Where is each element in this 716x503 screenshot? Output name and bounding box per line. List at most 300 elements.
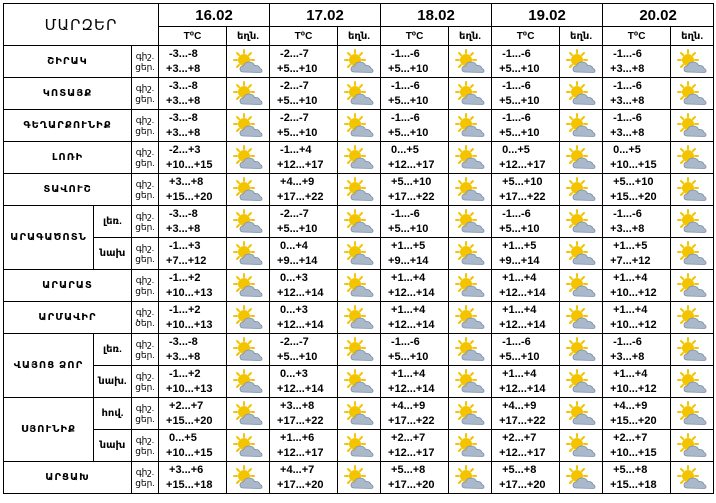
- day-label: ցեր.: [135, 445, 155, 456]
- day-temp: +3...+8: [610, 62, 645, 75]
- day-temp: +5...+10: [388, 62, 429, 75]
- temperature-cell: [381, 142, 449, 174]
- partly-cloudy-icon: [338, 433, 380, 459]
- temperature-cell: [492, 302, 560, 334]
- forecast-table: [3, 3, 714, 494]
- temperature-cell: [603, 78, 671, 110]
- subregion-name: լեռ.: [94, 334, 132, 366]
- partly-cloudy-icon: [338, 49, 380, 75]
- table-row: [4, 270, 714, 302]
- weather-cell: [560, 206, 603, 238]
- day-part-labels: [132, 334, 159, 366]
- night-temp: 0...+5: [169, 431, 197, 444]
- day-label: ցեր.: [135, 381, 155, 392]
- day-temp: +15...+18: [610, 478, 657, 491]
- day-temp: +3...+8: [166, 350, 201, 363]
- temperature-cell: [270, 462, 338, 494]
- day-temp: +7...+12: [166, 254, 207, 267]
- night-temp: +1...+4: [613, 271, 648, 284]
- day-temp: +12...+14: [499, 318, 546, 331]
- region-name: ԼՈՌԻ: [4, 142, 132, 174]
- night-temp: +3...+8: [280, 399, 315, 412]
- day-temp: +10...+13: [166, 286, 213, 299]
- temperature-cell: [159, 270, 227, 302]
- temperature-cell: [270, 238, 338, 270]
- temperature-cell: [270, 46, 338, 78]
- night-temp: -1...-6: [502, 335, 531, 348]
- night-temp: +4...+9: [280, 175, 315, 188]
- night-label: գիշ.: [135, 274, 155, 285]
- night-temp: -1...-6: [391, 207, 420, 220]
- temperature-cell: [492, 366, 560, 398]
- day-temp: +5...+10: [277, 126, 318, 139]
- night-label: գիշ.: [135, 466, 155, 477]
- weather-cell: [449, 206, 492, 238]
- weather-cell: [449, 430, 492, 462]
- temperature-cell: [603, 398, 671, 430]
- temperature-cell: [270, 366, 338, 398]
- partly-cloudy-icon: [338, 81, 380, 107]
- table-body: [4, 46, 714, 494]
- table-row: [4, 206, 714, 238]
- weather-cell: [227, 302, 270, 334]
- day-part-labels: [132, 462, 159, 494]
- partly-cloudy-icon: [338, 337, 380, 363]
- temperature-cell: [492, 110, 560, 142]
- temperature-cell: [603, 334, 671, 366]
- day-part-labels: [132, 78, 159, 110]
- temp-col-header: T⁰C: [603, 27, 671, 46]
- day-temp: +12...+17: [499, 446, 546, 459]
- night-temp: +2...+7: [613, 431, 648, 444]
- day-label: ցեր.: [135, 349, 155, 360]
- night-temp: -1...-6: [391, 79, 420, 92]
- weather-cell: [227, 398, 270, 430]
- weather-cell: [227, 46, 270, 78]
- day-temp: +5...+10: [277, 94, 318, 107]
- subregion-name: նախ: [94, 238, 132, 270]
- partly-cloudy-icon: [560, 49, 602, 75]
- night-label: գիշ.: [135, 338, 155, 349]
- region-name: ՎԱՅՈՑ ՁՈՐ: [4, 334, 94, 398]
- temp-col-header: T⁰C: [381, 27, 449, 46]
- temperature-cell: [159, 430, 227, 462]
- day-temp: +5...+10: [499, 126, 540, 139]
- partly-cloudy-icon: [671, 273, 713, 299]
- temperature-cell: [492, 142, 560, 174]
- temperature-cell: [270, 206, 338, 238]
- day-label: ցեր.: [135, 253, 155, 264]
- temperature-cell: [603, 270, 671, 302]
- night-temp: +1...+4: [391, 303, 426, 316]
- temperature-cell: [381, 174, 449, 206]
- day-label: ցեր.: [135, 189, 155, 200]
- partly-cloudy-icon: [338, 241, 380, 267]
- weather-cell: [227, 366, 270, 398]
- night-temp: +1...+5: [502, 239, 537, 252]
- day-label: ցեր.: [135, 477, 155, 488]
- night-temp: -1...-6: [613, 335, 642, 348]
- temperature-cell: [381, 110, 449, 142]
- weather-cell: [560, 398, 603, 430]
- day-temp: +10...+13: [166, 318, 213, 331]
- weather-cell: [671, 110, 714, 142]
- partly-cloudy-icon: [227, 81, 269, 107]
- day-label: ցեր.: [135, 125, 155, 136]
- weather-cell: [449, 78, 492, 110]
- partly-cloudy-icon: [560, 337, 602, 363]
- day-temp: +3...+8: [610, 350, 645, 363]
- night-temp: -1...-6: [613, 207, 642, 220]
- night-label: գիշ.: [135, 210, 155, 221]
- partly-cloudy-icon: [449, 465, 491, 491]
- date-header-5: 20.02: [603, 4, 714, 27]
- day-temp: +3...+8: [166, 94, 201, 107]
- temperature-cell: [270, 270, 338, 302]
- partly-cloudy-icon: [560, 305, 602, 331]
- table-row: [4, 462, 714, 494]
- temperature-cell: [159, 398, 227, 430]
- day-temp: +9...+14: [277, 254, 318, 267]
- night-temp: 0...+5: [502, 143, 530, 156]
- day-temp: +12...+14: [277, 318, 324, 331]
- weather-cell: [227, 110, 270, 142]
- night-temp: +5...+8: [613, 463, 648, 476]
- day-temp: +5...+10: [277, 350, 318, 363]
- weather-cell: [227, 238, 270, 270]
- weather-cell: [338, 430, 381, 462]
- partly-cloudy-icon: [449, 49, 491, 75]
- day-temp: +15...+18: [166, 478, 213, 491]
- weather-col-header: եղն.: [227, 27, 270, 46]
- weather-cell: [338, 398, 381, 430]
- partly-cloudy-icon: [449, 241, 491, 267]
- weather-cell: [449, 174, 492, 206]
- day-temp: +10...+12: [610, 318, 657, 331]
- partly-cloudy-icon: [227, 145, 269, 171]
- temperature-cell: [381, 206, 449, 238]
- table-title: ՄԱՐԶԵՐ: [4, 4, 159, 46]
- weather-cell: [560, 366, 603, 398]
- day-temp: +5...+10: [277, 62, 318, 75]
- night-label: գիշ.: [135, 178, 155, 189]
- day-part-labels: [132, 270, 159, 302]
- day-temp: +17...+22: [277, 414, 324, 427]
- partly-cloudy-icon: [560, 273, 602, 299]
- partly-cloudy-icon: [338, 401, 380, 427]
- weather-col-header: եղն.: [338, 27, 381, 46]
- table-row: [4, 302, 714, 334]
- partly-cloudy-icon: [449, 81, 491, 107]
- temperature-cell: [270, 398, 338, 430]
- partly-cloudy-icon: [338, 177, 380, 203]
- weather-col-header: եղն.: [671, 27, 714, 46]
- day-temp: +10...+15: [610, 446, 657, 459]
- day-part-labels: [132, 110, 159, 142]
- partly-cloudy-icon: [227, 177, 269, 203]
- night-temp: +1...+5: [391, 239, 426, 252]
- weather-cell: [671, 46, 714, 78]
- day-label: ցեր.: [135, 93, 155, 104]
- table-row: [4, 334, 714, 366]
- weather-col-header: եղն.: [449, 27, 492, 46]
- partly-cloudy-icon: [560, 401, 602, 427]
- night-temp: 0...+3: [280, 367, 308, 380]
- subregion-name: նախ: [94, 430, 132, 462]
- temperature-cell: [270, 174, 338, 206]
- weather-cell: [227, 206, 270, 238]
- night-temp: -2...-7: [280, 111, 309, 124]
- day-label: ծեր.: [135, 317, 155, 328]
- day-temp: +3...+8: [166, 62, 201, 75]
- temperature-cell: [492, 462, 560, 494]
- night-temp: +1...+4: [502, 303, 537, 316]
- night-temp: -1...-6: [502, 111, 531, 124]
- partly-cloudy-icon: [338, 369, 380, 395]
- night-temp: +5...+10: [613, 175, 654, 188]
- partly-cloudy-icon: [671, 305, 713, 331]
- partly-cloudy-icon: [560, 369, 602, 395]
- region-name: ԱՐՄԱՎԻՐ: [4, 302, 132, 334]
- day-temp: +12...+14: [499, 286, 546, 299]
- region-name: ՇԻՐԱԿ: [4, 46, 132, 78]
- weather-cell: [671, 270, 714, 302]
- temperature-cell: [159, 302, 227, 334]
- day-temp: +15...+20: [610, 414, 657, 427]
- day-temp: +5...+10: [388, 350, 429, 363]
- weather-cell: [560, 430, 603, 462]
- weather-cell: [227, 142, 270, 174]
- partly-cloudy-icon: [671, 369, 713, 395]
- night-temp: +5...+8: [391, 463, 426, 476]
- table-row: [4, 142, 714, 174]
- weather-cell: [671, 366, 714, 398]
- day-label: ցեր.: [135, 221, 155, 232]
- temperature-cell: [603, 206, 671, 238]
- partly-cloudy-icon: [227, 465, 269, 491]
- night-temp: +1...+4: [613, 303, 648, 316]
- table-row: [4, 110, 714, 142]
- night-label: գիշ.: [135, 50, 155, 61]
- day-temp: +17...+22: [277, 190, 324, 203]
- partly-cloudy-icon: [671, 337, 713, 363]
- weather-cell: [227, 78, 270, 110]
- weather-cell: [338, 462, 381, 494]
- temperature-cell: [270, 430, 338, 462]
- temperature-cell: [381, 302, 449, 334]
- partly-cloudy-icon: [671, 113, 713, 139]
- partly-cloudy-icon: [227, 369, 269, 395]
- day-temp: +5...+10: [388, 126, 429, 139]
- night-temp: +1...+4: [613, 367, 648, 380]
- day-temp: +10...+12: [610, 286, 657, 299]
- weather-cell: [227, 334, 270, 366]
- day-temp: +12...+14: [388, 286, 435, 299]
- weather-cell: [560, 78, 603, 110]
- night-temp: -1...+2: [169, 367, 201, 380]
- weather-cell: [449, 110, 492, 142]
- night-label: գիշ.: [135, 306, 155, 317]
- day-temp: +12...+17: [277, 446, 324, 459]
- partly-cloudy-icon: [449, 209, 491, 235]
- weather-col-header: եղն.: [560, 27, 603, 46]
- night-temp: 0...+4: [280, 239, 308, 252]
- night-temp: -1...+2: [169, 303, 201, 316]
- night-temp: -2...+3: [169, 143, 201, 156]
- partly-cloudy-icon: [671, 433, 713, 459]
- day-part-labels: [132, 366, 159, 398]
- night-label: գիշ.: [135, 402, 155, 413]
- night-temp: -2...-7: [280, 207, 309, 220]
- temperature-cell: [159, 174, 227, 206]
- date-header-2: 17.02: [270, 4, 381, 27]
- partly-cloudy-icon: [671, 401, 713, 427]
- temperature-cell: [492, 238, 560, 270]
- partly-cloudy-icon: [560, 177, 602, 203]
- partly-cloudy-icon: [227, 113, 269, 139]
- temperature-cell: [492, 46, 560, 78]
- weather-cell: [671, 78, 714, 110]
- partly-cloudy-icon: [671, 81, 713, 107]
- partly-cloudy-icon: [449, 369, 491, 395]
- day-label: ցեր.: [135, 413, 155, 424]
- weather-cell: [560, 462, 603, 494]
- weather-cell: [449, 366, 492, 398]
- weather-cell: [227, 174, 270, 206]
- partly-cloudy-icon: [560, 465, 602, 491]
- partly-cloudy-icon: [671, 145, 713, 171]
- night-temp: -1...+3: [169, 239, 201, 252]
- night-temp: -3...-8: [169, 79, 198, 92]
- night-label: գիշ.: [135, 114, 155, 125]
- table-row: [4, 78, 714, 110]
- weather-cell: [449, 302, 492, 334]
- night-temp: -3...-8: [169, 111, 198, 124]
- partly-cloudy-icon: [227, 337, 269, 363]
- day-part-labels: [132, 206, 159, 238]
- night-label: գիշ.: [135, 434, 155, 445]
- temperature-cell: [381, 78, 449, 110]
- partly-cloudy-icon: [560, 433, 602, 459]
- temperature-cell: [603, 462, 671, 494]
- partly-cloudy-icon: [338, 209, 380, 235]
- partly-cloudy-icon: [560, 209, 602, 235]
- temperature-cell: [381, 238, 449, 270]
- weather-cell: [227, 430, 270, 462]
- partly-cloudy-icon: [449, 113, 491, 139]
- weather-cell: [671, 238, 714, 270]
- weather-cell: [338, 334, 381, 366]
- weather-cell: [338, 206, 381, 238]
- night-temp: -1...-6: [502, 47, 531, 60]
- day-temp: +17...+20: [499, 478, 546, 491]
- temperature-cell: [381, 462, 449, 494]
- day-temp: +9...+14: [388, 254, 429, 267]
- region-name: ԱՐՑԱԽ: [4, 462, 132, 494]
- day-temp: +3...+8: [166, 222, 201, 235]
- day-temp: +3...+8: [166, 126, 201, 139]
- region-name: ԿՈՏԱՅՔ: [4, 78, 132, 110]
- day-temp: +10...+12: [610, 382, 657, 395]
- temperature-cell: [492, 174, 560, 206]
- partly-cloudy-icon: [449, 273, 491, 299]
- temperature-cell: [492, 398, 560, 430]
- night-temp: +5...+8: [502, 463, 537, 476]
- temperature-cell: [381, 366, 449, 398]
- partly-cloudy-icon: [449, 305, 491, 331]
- day-part-labels: [132, 430, 159, 462]
- night-temp: -2...-7: [280, 79, 309, 92]
- weather-cell: [338, 46, 381, 78]
- weather-cell: [560, 174, 603, 206]
- weather-cell: [671, 142, 714, 174]
- subregion-name: նախ.: [94, 366, 132, 398]
- night-temp: 0...+3: [280, 271, 308, 284]
- night-label: գիշ.: [135, 370, 155, 381]
- night-temp: +1...+4: [391, 271, 426, 284]
- partly-cloudy-icon: [227, 241, 269, 267]
- temperature-cell: [603, 110, 671, 142]
- night-temp: +3...+8: [169, 175, 204, 188]
- weather-cell: [338, 174, 381, 206]
- table-row: [4, 430, 714, 462]
- weather-cell: [671, 174, 714, 206]
- weather-cell: [338, 110, 381, 142]
- day-part-labels: [132, 398, 159, 430]
- day-temp: +10...+13: [166, 382, 213, 395]
- temperature-cell: [270, 110, 338, 142]
- partly-cloudy-icon: [338, 113, 380, 139]
- temperature-cell: [492, 334, 560, 366]
- weather-cell: [560, 270, 603, 302]
- region-name: ԳԵՂԱՐՔՈՒՆԻՔ: [4, 110, 132, 142]
- night-temp: -1...-6: [502, 79, 531, 92]
- weather-cell: [560, 238, 603, 270]
- day-temp: +7...+12: [610, 254, 651, 267]
- weather-cell: [560, 110, 603, 142]
- day-temp: +5...+10: [499, 222, 540, 235]
- weather-cell: [338, 270, 381, 302]
- weather-cell: [338, 78, 381, 110]
- temperature-cell: [603, 142, 671, 174]
- night-temp: +5...+10: [502, 175, 543, 188]
- night-temp: -3...-8: [169, 47, 198, 60]
- temperature-cell: [159, 46, 227, 78]
- partly-cloudy-icon: [671, 177, 713, 203]
- night-temp: -1...-6: [391, 335, 420, 348]
- day-temp: +17...+20: [277, 478, 324, 491]
- night-temp: -1...-6: [502, 207, 531, 220]
- day-temp: +12...+17: [499, 158, 546, 171]
- day-part-labels: [132, 174, 159, 206]
- night-temp: +4...+9: [613, 399, 648, 412]
- partly-cloudy-icon: [449, 401, 491, 427]
- night-temp: +3...+6: [169, 463, 204, 476]
- night-temp: +2...+7: [502, 431, 537, 444]
- weather-cell: [449, 142, 492, 174]
- day-temp: +12...+14: [499, 382, 546, 395]
- temperature-cell: [603, 430, 671, 462]
- weather-cell: [227, 270, 270, 302]
- subregion-name: հով.: [94, 398, 132, 430]
- day-temp: +12...+17: [277, 158, 324, 171]
- partly-cloudy-icon: [227, 305, 269, 331]
- partly-cloudy-icon: [449, 337, 491, 363]
- temperature-cell: [381, 398, 449, 430]
- temperature-cell: [381, 430, 449, 462]
- day-part-labels: [132, 302, 159, 334]
- temperature-cell: [381, 270, 449, 302]
